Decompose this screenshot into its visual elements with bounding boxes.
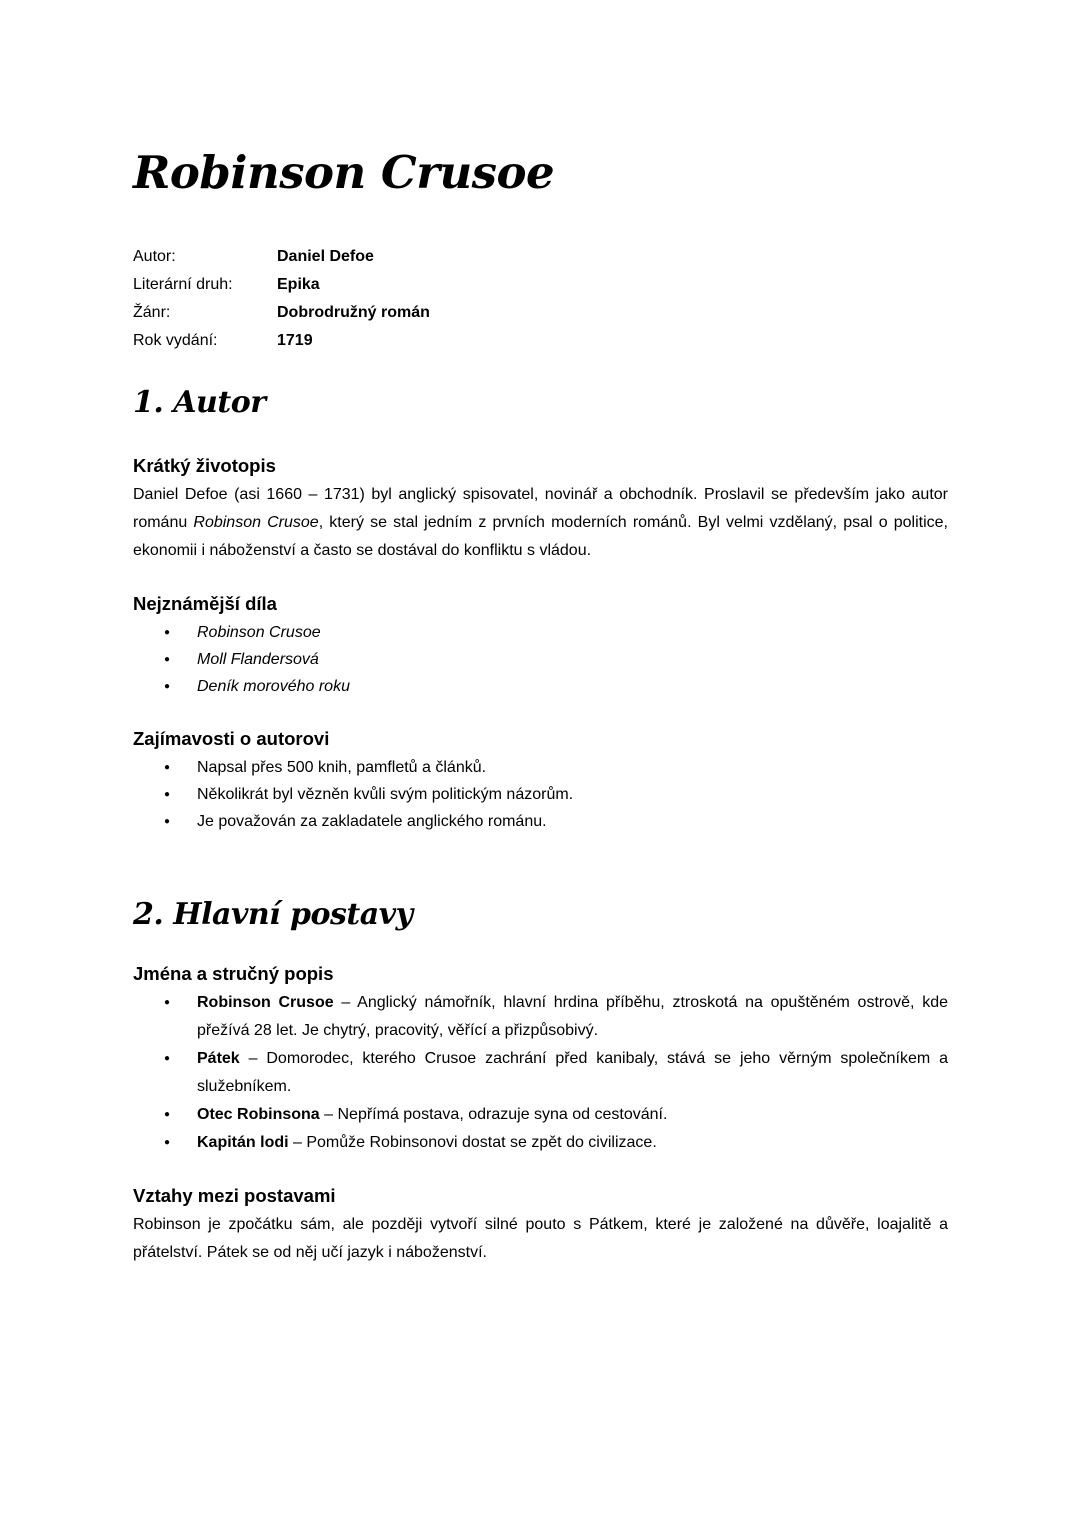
list-item	[133, 1101, 948, 1129]
metadata-value: 1719	[277, 332, 313, 349]
bullet-icon: ●	[164, 789, 171, 800]
bullet-icon: ●	[164, 1053, 171, 1064]
character-name: Otec Robinsona	[197, 1106, 320, 1123]
fact-text: Je považován za zakladatele anglického románu.	[197, 813, 547, 830]
metadata-value: Daniel Defoe	[277, 248, 374, 265]
list-item	[133, 619, 948, 646]
list-item	[133, 989, 948, 1045]
bullet-icon: ●	[164, 627, 171, 638]
bullet-icon: ●	[164, 1109, 171, 1120]
character-desc: Domorodec, kterého Crusoe zachrání před kanibaly, stává se jeho věrným společníkem a služebníkem.	[197, 1050, 948, 1095]
relations-paragraph: Robinson je zpočátku sám, ale později vytvoří silné pouto s Pátkem, které je založené na důvěře, loajalitě a přátelství. Pátek se od něj učí jazyk i náboženství.	[133, 1216, 948, 1261]
metadata-row-literarni-druh	[133, 271, 948, 299]
work-title: Robinson Crusoe	[197, 624, 321, 641]
subheading-nejznamejsi-dila: Nejznámější díla	[133, 593, 277, 614]
subheading-kratky-zivotopis: Krátký životopis	[133, 455, 276, 476]
character-name: Robinson Crusoe	[197, 994, 334, 1011]
bullet-icon: ●	[164, 1137, 171, 1148]
separator: –	[319, 1106, 338, 1123]
list-item	[133, 1045, 948, 1101]
character-name: Kapitán lodi	[197, 1134, 289, 1151]
metadata-value: Epika	[277, 276, 320, 293]
fact-text: Napsal přes 500 knih, pamfletů a článků.	[197, 759, 487, 776]
character-name: Pátek	[197, 1050, 240, 1067]
metadata-label: Literární druh:	[133, 276, 233, 293]
fact-text: Několikrát byl vězněn kvůli svým politickým názorům.	[197, 786, 574, 803]
bullet-icon: ●	[164, 654, 171, 665]
bio-text-before: Daniel Defoe (asi 1660 – 1731) byl anglický spisovatel, novinář a obchodník. Proslavil se především jako autor románu	[133, 486, 948, 531]
metadata-row-rok-vydani	[133, 327, 948, 355]
characters-list	[133, 989, 948, 1157]
bio-text-after: , který se stal jedním z prvních moderních románů. Byl velmi vzdělaný, psal o politice, ekonomii i náboženství a často se dostával do konfliktu s vládou.	[133, 514, 948, 559]
facts-list	[133, 754, 948, 835]
subheading-zajimavosti: Zajímavosti o autorovi	[133, 728, 330, 749]
list-item	[133, 781, 948, 808]
separator: –	[239, 1050, 267, 1067]
separator: –	[288, 1134, 307, 1151]
metadata-label: Rok vydání:	[133, 332, 218, 349]
metadata-label: Autor:	[133, 248, 176, 265]
bio-paragraph	[133, 481, 948, 565]
work-title: Moll Flandersová	[197, 651, 319, 668]
bullet-icon: ●	[164, 816, 171, 827]
separator: –	[333, 994, 358, 1011]
list-item	[133, 646, 948, 673]
metadata-label: Žánr:	[133, 304, 171, 321]
metadata-value: Dobrodružný román	[277, 304, 430, 321]
character-desc: Pomůže Robinsonovi dostat se zpět do civilizace.	[306, 1134, 657, 1151]
bio-book-title: Robinson Crusoe	[193, 514, 319, 531]
bullet-icon: ●	[164, 997, 171, 1008]
section-heading-autor: 1. Autor	[133, 385, 266, 420]
list-item	[133, 754, 948, 781]
metadata-block	[133, 243, 948, 355]
list-item	[133, 673, 948, 700]
metadata-row-autor	[133, 243, 948, 271]
metadata-row-zanr	[133, 299, 948, 327]
bullet-icon: ●	[164, 762, 171, 773]
subheading-jmena-a-popis: Jména a stručný popis	[133, 963, 334, 984]
works-list	[133, 619, 948, 700]
character-desc: Nepřímá postava, odrazuje syna od cestování.	[337, 1106, 668, 1123]
section-heading-hlavni-postavy: 2. Hlavní postavy	[133, 897, 413, 932]
list-item	[133, 808, 948, 835]
character-desc: Anglický námořník, hlavní hrdina příběhu, ztroskotá na opuštěném ostrově, kde přežívá 28 let. Je chytrý, pracovitý, věřící a přizpůsobivý.	[197, 994, 948, 1039]
list-item	[133, 1129, 948, 1157]
page-title: Robinson Crusoe	[133, 146, 555, 199]
work-title: Deník morového roku	[197, 678, 350, 695]
subheading-vztahy: Vztahy mezi postavami	[133, 1185, 336, 1206]
bullet-icon: ●	[164, 681, 171, 692]
